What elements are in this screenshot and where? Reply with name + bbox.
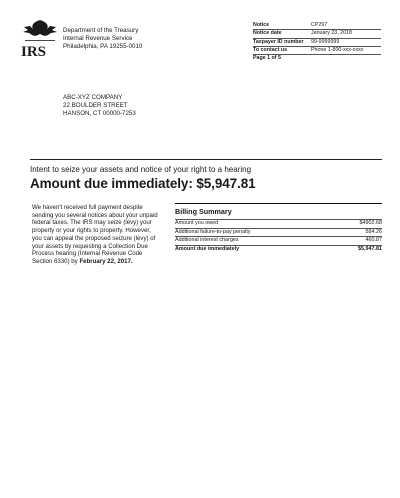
notice-value: January 23, 2018 [311,30,352,37]
billing-row [175,229,382,238]
intent-subtitle: Intent to seize your assets and notice of your right to a hearing [30,165,252,174]
irs-eagle-logo [20,18,60,60]
billing-summary [175,203,382,253]
amount-due-heading: Amount due immediately: $5,947.81 [30,176,256,191]
billing-row [175,220,382,229]
notice-row [253,30,381,38]
agency-address [63,27,142,51]
billing-total-row [175,246,382,254]
agency-line: Internal Revenue Service [63,35,133,42]
address-line: 22 BOULDER STREET [63,102,128,109]
notice-label: Taxpayer ID number [253,38,304,45]
notice-label: To contact us [253,46,288,53]
notice-value: CP297 [311,22,328,28]
page-label: Page 1 of 5 [253,55,281,62]
notice-body-text [32,204,162,266]
billing-total-label: Amount due immediately [175,245,240,252]
billing-value: $4902.68 [359,220,382,226]
deadline-date: February 22, 2017. [79,257,133,265]
billing-label: Amount you owed [175,220,219,226]
notice-row [253,39,381,47]
agency-line: Philadelphia, PA 19255-0010 [63,43,143,50]
notice-row [253,47,381,55]
irs-logo-text: IRS [21,44,47,60]
notice-value: Phone 1-800-xxx-xxxx [311,46,364,53]
page-number [253,55,381,62]
notice-label: Notice [253,22,270,28]
billing-value: 460.87 [365,237,382,244]
notice-info-box [253,22,381,62]
body-paragraph: We haven't received full payment despite sending you several notices about your unpaid federal taxes. The IRS may seize (levy) your property or your rights to property. However, you can appeal the proposed seizure (levy) of your assets by requesting a Collection Due Process hearing (Internal Revenue Code Section 6330) by [32,204,158,265]
notice-row [253,22,381,30]
agency-line: Department of the Treasury [63,27,139,34]
section-divider [30,159,382,160]
recipient-address [63,94,136,118]
notice-value: 99-9999999 [311,38,340,45]
billing-summary-title: Billing Summary [175,203,382,219]
address-line: HANSON, CT 00000-7253 [63,110,136,117]
billing-label: Additional failure-to-pay penalty [175,228,251,235]
address-line: ABC-XYZ COMPANY [63,94,123,101]
billing-value: 584.26 [365,228,382,235]
billing-label: Additional interest charges [175,237,239,244]
notice-label: Notice date [253,30,282,37]
billing-total-value: $5,947.81 [358,245,382,252]
billing-row [175,237,382,246]
